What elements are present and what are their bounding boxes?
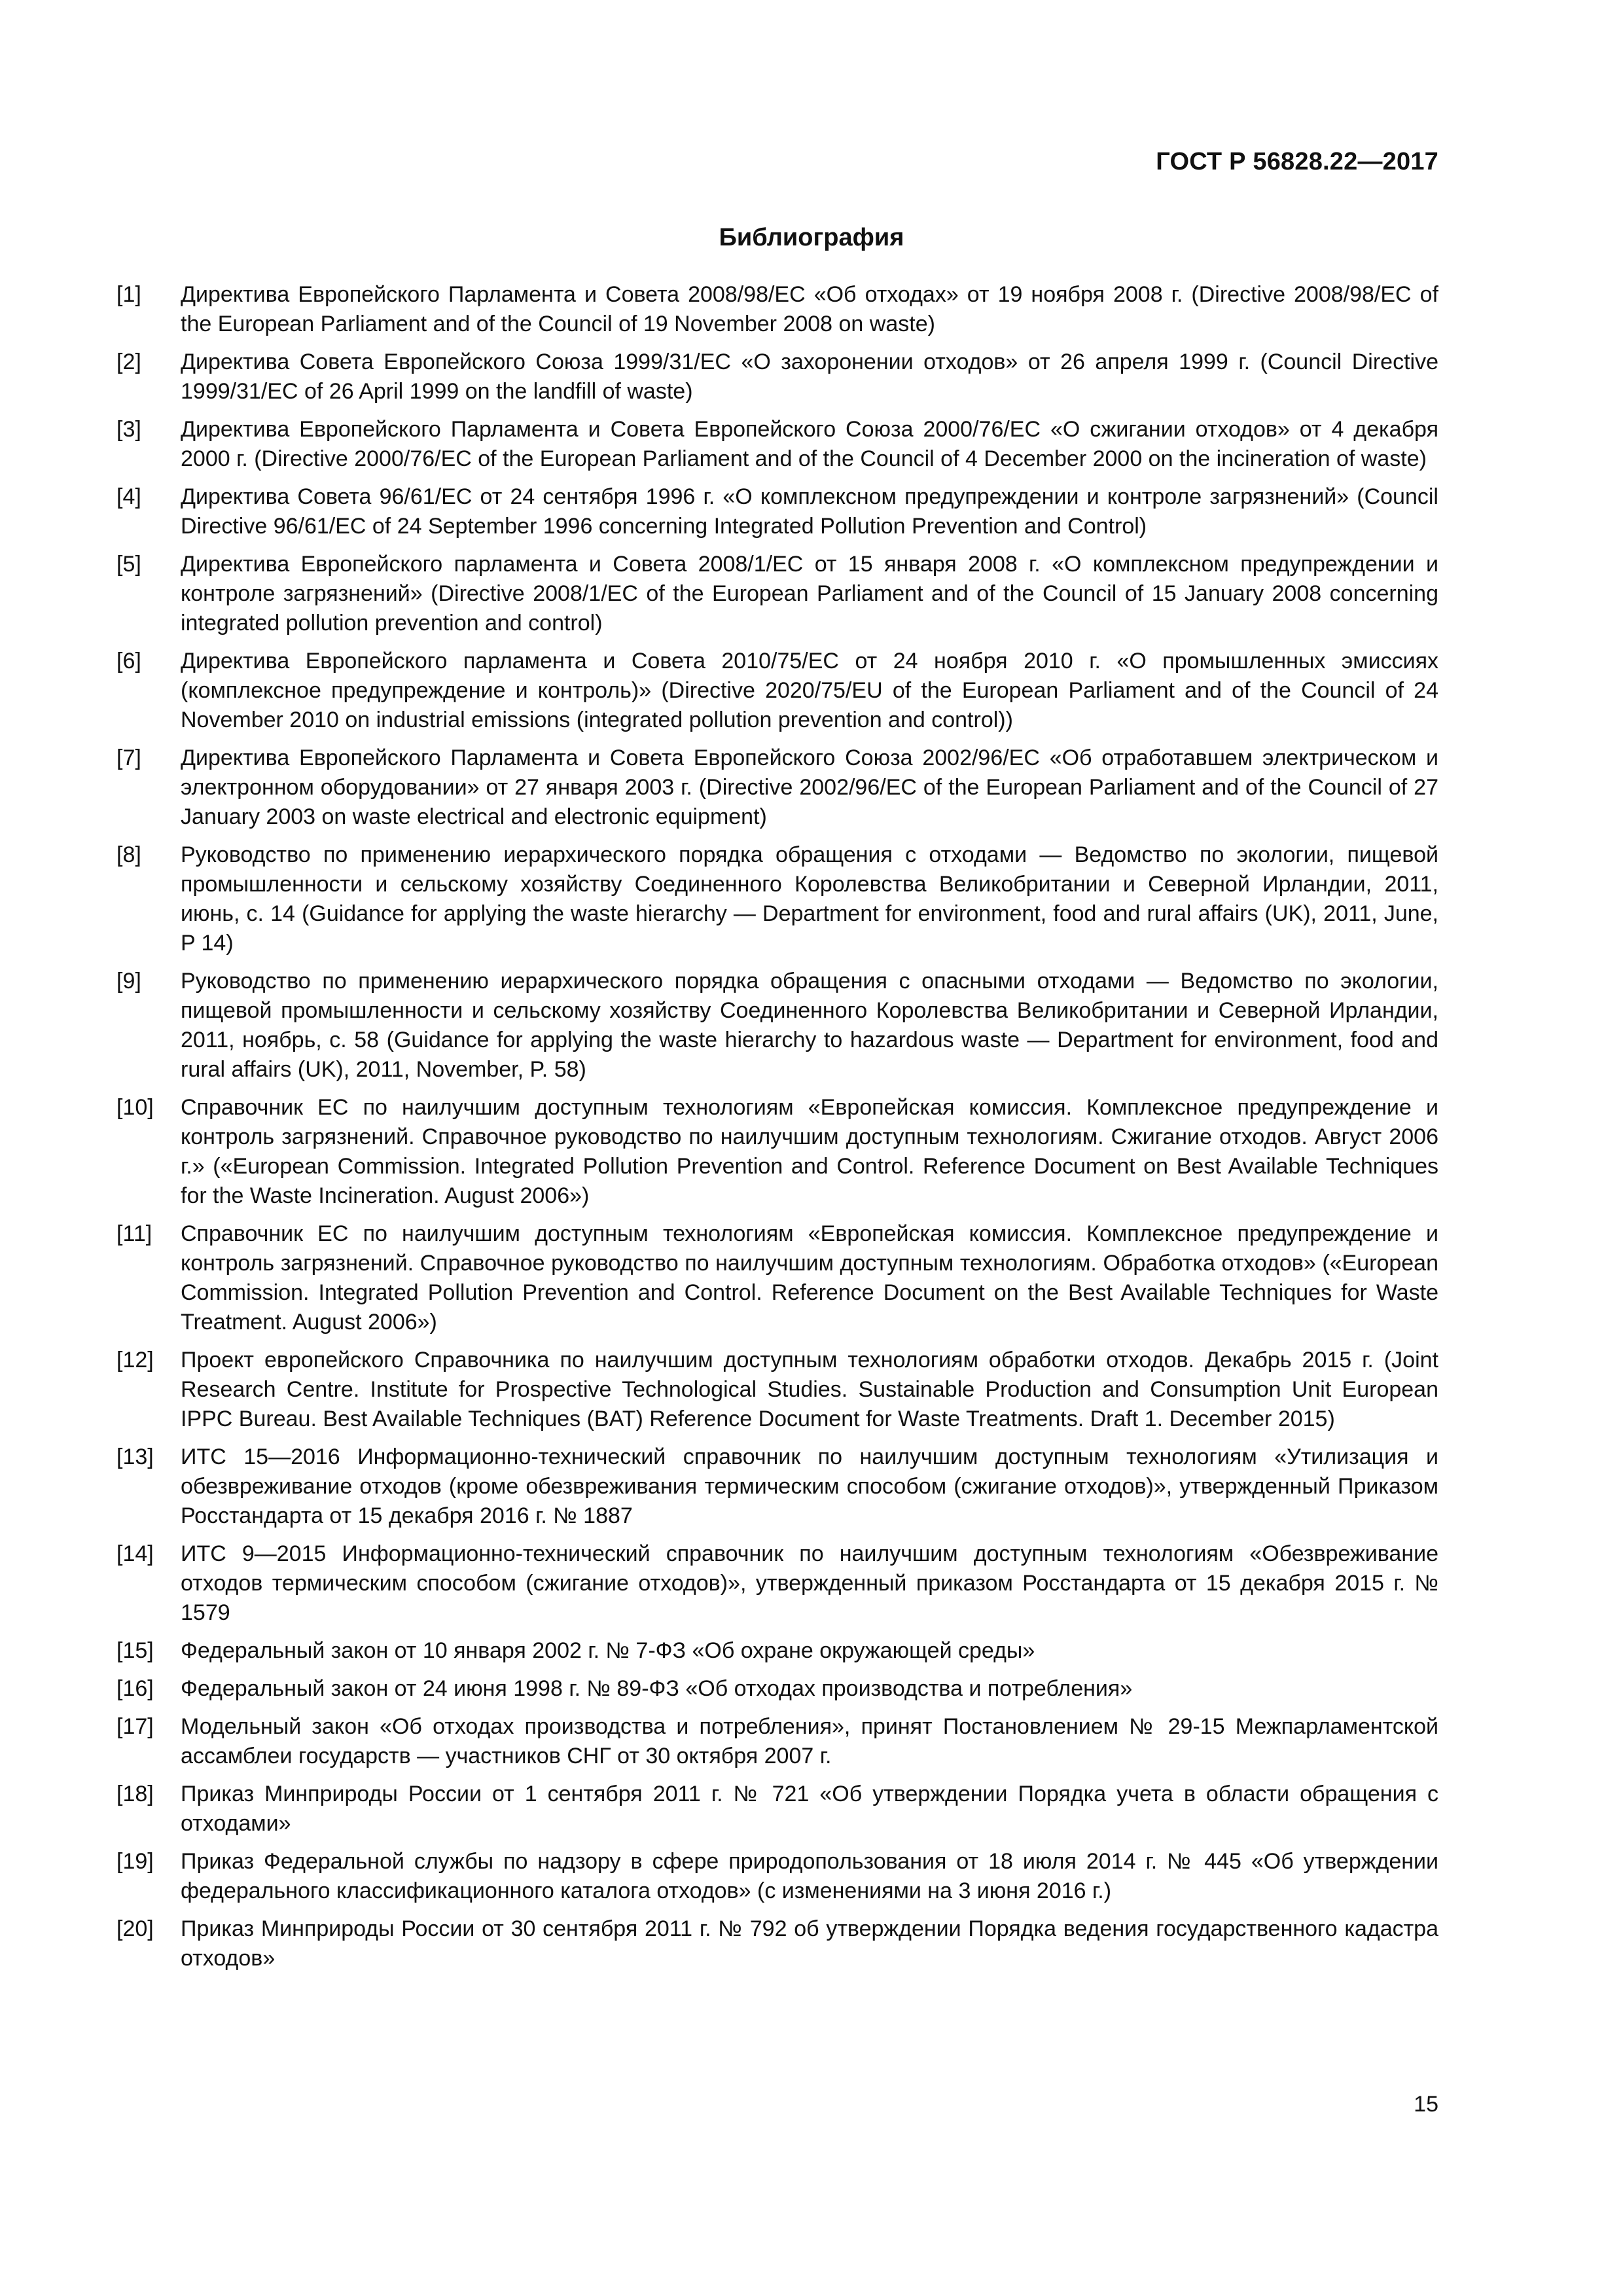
- bibliography-entry-4: [116, 482, 1438, 541]
- entry-number: [17]: [116, 1714, 154, 1739]
- bibliography-entry-10: [116, 1093, 1438, 1211]
- entry-text: Руководство по применению иерархического порядка обращения с опасными отходами — Ведомство по экологии, пищевой промышленности и сельскому хозяйству Соединенного Королевства Великобритании и Северной Ирландии, 2011, ноябрь, с. 58 (Guidance for applying the waste hierarchy to hazardous waste — Department for environment, food and rural affairs (UK), 2011, November, P. 58): [181, 969, 1438, 1082]
- entry-text: Федеральный закон от 10 января 2002 г. № 7-ФЗ «Об охране окружающей среды»: [181, 1638, 1035, 1663]
- entry-text: Директива Совета Европейского Союза 1999/31/ЕС «О захоронении отходов» от 26 апреля 1999 г. (Council Directive 1999/31/EC of 26 April 1999 on the landfill of waste): [181, 350, 1438, 404]
- entry-number: [2]: [116, 350, 141, 374]
- entry-number: [11]: [116, 1221, 152, 1246]
- bibliography-entry-8: [116, 840, 1438, 958]
- entry-text: Справочник ЕС по наилучшим доступным технологиям «Европейская комиссия. Комплексное предупреждение и контроль загрязнений. Справочное руководство по наилучшим доступным технологиям. Сжигание отходов. Август 2006 г.» («European Commission. Integrated Pollution Prevention and Control. Reference Document on Best Available Techniques for the Waste Incineration. August 2006»): [181, 1095, 1438, 1208]
- entry-text: Директива Европейского Парламента и Совета 2008/98/ЕС «Об отходах» от 19 ноября 2008 г. (Directive 2008/98/EC of the European Parliament and of the Council of 19 November 2008 on waste): [181, 282, 1438, 336]
- entry-number: [4]: [116, 484, 141, 509]
- bibliography-entry-14: [116, 1539, 1438, 1628]
- page-number: 15: [1414, 2092, 1438, 2117]
- bibliography-entry-16: [116, 1674, 1438, 1704]
- bibliography-entry-11: [116, 1219, 1438, 1337]
- entry-text: ИТС 9—2015 Информационно-технический справочник по наилучшим доступным технологиям «Обезвреживание отходов термическим способом (сжигание отходов)», утвержденный приказом Росстандарта от 15 декабря 2015 г. № 1579: [181, 1541, 1438, 1625]
- bibliography-entry-12: [116, 1346, 1438, 1434]
- entry-text: Директива Европейского парламента и Совета 2008/1/ЕС от 15 января 2008 г. «О комплексном предупреждении и контроле загрязнений» (Directive 2008/1/EC of the European Parliament and of the Council of 15 January 2008 concerning integrated pollution prevention and control): [181, 552, 1438, 636]
- bibliography-entry-6: [116, 647, 1438, 735]
- entry-number: [5]: [116, 552, 141, 577]
- entry-number: [12]: [116, 1348, 154, 1372]
- page-title: Библиография: [719, 224, 904, 251]
- entry-text: Федеральный закон от 24 июня 1998 г. № 89-ФЗ «Об отходах производства и потребления»: [181, 1676, 1133, 1701]
- entry-text: Директива Европейского Парламента и Совета Европейского Союза 2002/96/ЕС «Об отработавшем электрическом и электронном оборудовании» от 27 января 2003 г. (Directive 2002/96/EC of the European Parliament and of the Council of 27 January 2003 on waste electrical and electronic equipment): [181, 745, 1438, 829]
- entry-text: Руководство по применению иерархического порядка обращения с отходами — Ведомство по экологии, пищевой промышленности и сельскому хозяйству Соединенного Королевства Великобритании и Северной Ирландии, 2011, июнь, с. 14 (Guidance for applying the waste hierarchy — Department for environment, food and rural affairs (UK), 2011, June, P 14): [181, 842, 1438, 956]
- bibliography-entry-1: [116, 280, 1438, 339]
- entry-text: Директива Европейского Парламента и Совета Европейского Союза 2000/76/ЕС «О сжигании отходов» от 4 декабря 2000 г. (Directive 2000/76/EC of the European Parliament and of the Council of 4 December 2000 on the incineration of waste): [181, 417, 1438, 471]
- entry-number: [13]: [116, 1444, 154, 1469]
- bibliography-list: [116, 280, 1438, 1982]
- bibliography-entry-5: [116, 550, 1438, 638]
- entry-number: [15]: [116, 1638, 154, 1663]
- entry-text: Справочник ЕС по наилучшим доступным технологиям «Европейская комиссия. Комплексное предупреждение и контроль загрязнений. Справочное руководство по наилучшим доступным технологиям. Обработка отходов» («European Commission. Integrated Pollution Prevention and Control. Reference Document on the Best Available Techniques for Waste Treatment. August 2006»): [181, 1221, 1438, 1335]
- entry-text: Приказ Федеральной службы по надзору в сфере природопользования от 18 июля 2014 г. № 445 «Об утверждении федерального классификационного каталога отходов» (с изменениями на 3 июня 2016 г.): [181, 1849, 1438, 1903]
- bibliography-entry-3: [116, 415, 1438, 474]
- bibliography-entry-13: [116, 1443, 1438, 1531]
- entry-number: [14]: [116, 1541, 154, 1566]
- entry-text: Директива Совета 96/61/ЕС от 24 сентября 1996 г. «О комплексном предупреждении и контроле загрязнений» (Council Directive 96/61/EC of 24 September 1996 concerning Integrated Pollution Prevention and Control): [181, 484, 1438, 539]
- bibliography-entry-19: [116, 1847, 1438, 1906]
- entry-text: Модельный закон «Об отходах производства и потребления», принят Постановлением № 29-15 Межпарламентской ассамблеи государств — участников СНГ от 30 октября 2007 г.: [181, 1714, 1438, 1768]
- entry-number: [19]: [116, 1849, 154, 1874]
- entry-text: Приказ Минприроды России от 1 сентября 2011 г. № 721 «Об утверждении Порядка учета в области обращения с отходами»: [181, 1782, 1438, 1836]
- entry-number: [6]: [116, 649, 141, 673]
- entry-number: [7]: [116, 745, 141, 770]
- bibliography-entry-2: [116, 348, 1438, 406]
- entry-text: Директива Европейского парламента и Совета 2010/75/ЕС от 24 ноября 2010 г. «О промышленных эмиссиях (комплексное предупреждение и контроль)» (Directive 2020/75/EU of the European Parliament and of the Council of 24 November 2010 on industrial emissions (integrated pollution prevention and control)): [181, 649, 1438, 732]
- entry-number: [18]: [116, 1782, 154, 1806]
- entry-text: Приказ Минприроды России от 30 сентября 2011 г. № 792 об утверждении Порядка ведения государственного кадастра отходов»: [181, 1916, 1438, 1971]
- bibliography-entry-18: [116, 1780, 1438, 1839]
- bibliography-entry-20: [116, 1914, 1438, 1973]
- bibliography-entry-15: [116, 1636, 1438, 1666]
- bibliography-entry-17: [116, 1712, 1438, 1771]
- entry-number: [1]: [116, 282, 141, 307]
- document-code: ГОСТ Р 56828.22—2017: [1156, 148, 1438, 175]
- entry-number: [20]: [116, 1916, 154, 1941]
- bibliography-entry-7: [116, 744, 1438, 832]
- entry-number: [8]: [116, 842, 141, 867]
- entry-number: [9]: [116, 969, 141, 994]
- bibliography-entry-9: [116, 967, 1438, 1085]
- entry-number: [3]: [116, 417, 141, 442]
- entry-text: Проект европейского Справочника по наилучшим доступным технологиям обработки отходов. Декабрь 2015 г. (Joint Research Centre. Institute for Prospective Technological Studies. Sustainable Production and Consumption Unit European IPPC Bureau. Best Available Techniques (BAT) Reference Document for Waste Treatments. Draft 1. December 2015): [181, 1348, 1438, 1431]
- entry-text: ИТС 15—2016 Информационно-технический справочник по наилучшим доступным технологиям «Утилизация и обезвреживание отходов (кроме обезвреживания термическим способом (сжигание отходов)», утвержденный Приказом Росстандарта от 15 декабря 2016 г. № 1887: [181, 1444, 1438, 1528]
- entry-number: [10]: [116, 1095, 154, 1120]
- entry-number: [16]: [116, 1676, 154, 1701]
